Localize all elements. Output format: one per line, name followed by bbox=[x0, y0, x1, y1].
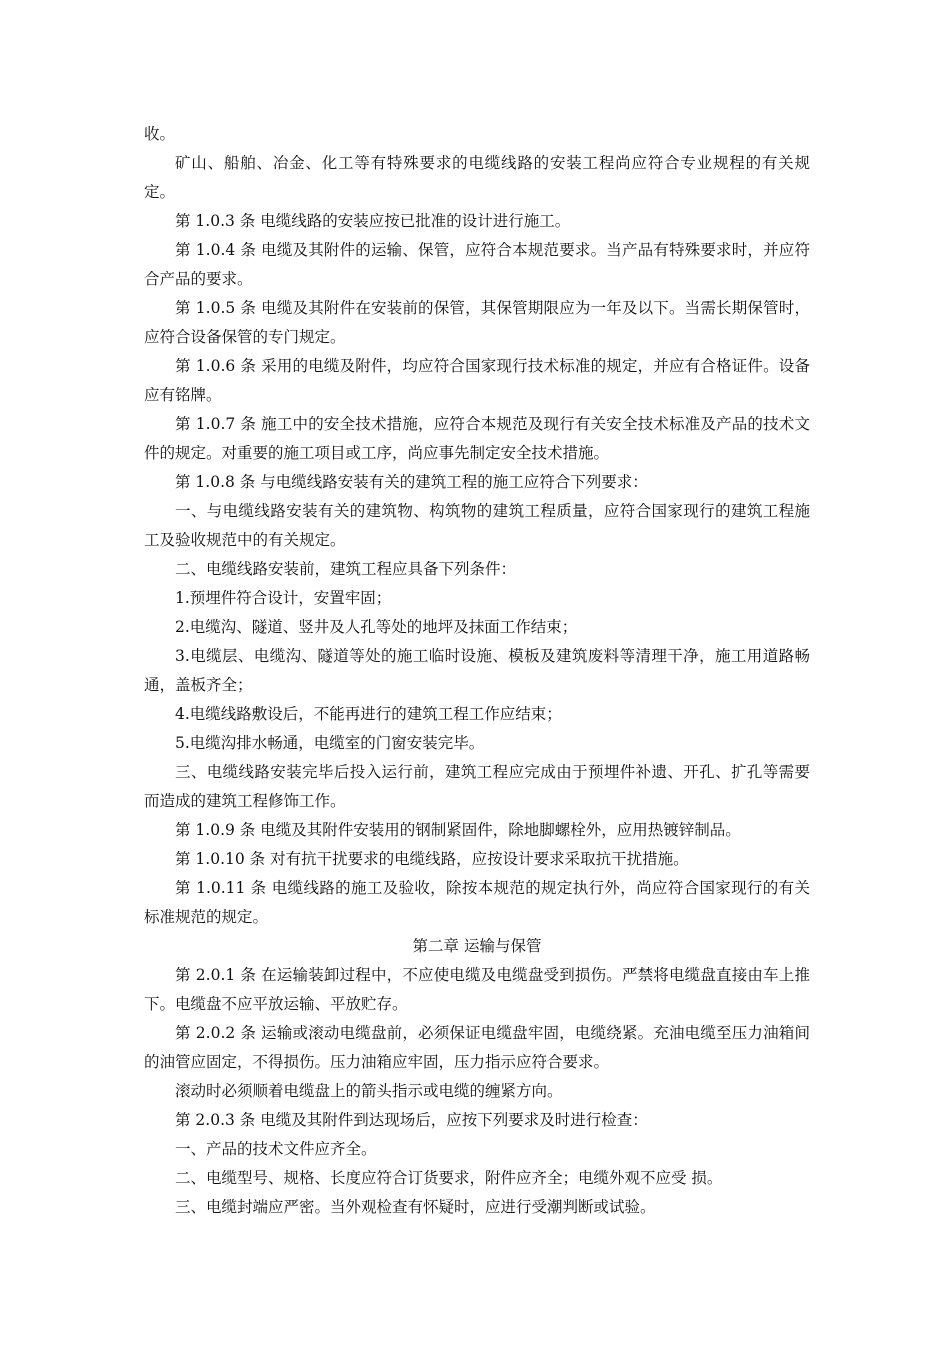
paragraph: 第 1.0.10 条 对有抗干扰要求的电缆线路，应按设计要求采取抗干扰措施。 bbox=[175, 850, 689, 868]
paragraph: 矿山、船舶、冶金、化工等有特殊要求的电缆线路的安装工程尚应符合专业规程的有关规定。 bbox=[144, 154, 810, 201]
paragraph: 第 1.0.11 条 电缆线路的施工及验收，除按本规范的规定执行外，尚应符合国家现行的有关标准规范的规定。 bbox=[144, 879, 810, 926]
paragraph: 一、产品的技术文件应齐全。 bbox=[175, 1140, 377, 1158]
paragraph: 收。 bbox=[144, 125, 176, 143]
paragraph: 5.电缆沟排水畅通，电缆室的门窗安装完毕。 bbox=[175, 734, 485, 752]
paragraph: 1.预埋件符合设计，安置牢固； bbox=[175, 589, 392, 607]
paragraph: 第 1.0.8 条 与电缆线路安装有关的建筑工程的施工应符合下列要求： bbox=[175, 473, 648, 491]
paragraph: 第 2.0.2 条 运输或滚动电缆盘前，必须保证电缆盘牢固，电缆绕紧。充油电缆至压力油箱间的油管应固定，不得损伤。压力油箱应牢固，压力指示应符合要求。 bbox=[144, 1024, 810, 1071]
paragraph: 4.电缆线路敷设后，不能再进行的建筑工程工作应结束； bbox=[175, 705, 562, 723]
chapter-two-section bbox=[144, 961, 810, 1222]
paragraph: 第 1.0.5 条 电缆及其附件在安装前的保管，其保管期限应为一年及以下。当需长期保管时，应符合设备保管的专门规定。 bbox=[144, 299, 810, 346]
paragraph: 滚动时必须顺着电缆盘上的箭头指示或电缆的缠紧方向。 bbox=[175, 1082, 563, 1100]
paragraph: 二、电缆型号、规格、长度应符合订货要求，附件应齐全；电缆外观不应受 损。 bbox=[175, 1169, 723, 1187]
document-body bbox=[144, 120, 810, 1222]
paragraph: 第 2.0.1 条 在运输装卸过程中，不应使电缆及电缆盘受到损伤。严禁将电缆盘直接由车上推下。电缆盘不应平放运输、平放贮存。 bbox=[144, 966, 810, 1013]
paragraph: 第 1.0.3 条 电缆线路的安装应按已批准的设计进行施工。 bbox=[175, 212, 571, 230]
paragraph: 3.电缆层、电缆沟、隧道等处的施工临时设施、模板及建筑废料等清理干净，施工用道路畅通，盖板齐全； bbox=[144, 647, 810, 694]
paragraph: 三、电缆封端应严密。当外观检查有怀疑时，应进行受潮判断或试验。 bbox=[175, 1198, 656, 1216]
paragraph: 三、电缆线路安装完毕后投入运行前，建筑工程应完成由于预埋件补遗、开孔、扩孔等需要而造成的建筑工程修饰工作。 bbox=[144, 763, 810, 810]
chapter-heading: 第二章 运输与保管 bbox=[412, 937, 542, 955]
paragraph: 第 1.0.6 条 采用的电缆及附件，均应符合国家现行技术标准的规定，并应有合格证件。设备应有铭牌。 bbox=[144, 357, 810, 404]
paragraph: 第 1.0.9 条 电缆及其附件安装用的钢制紧固件，除地脚螺栓外，应用热镀锌制品。 bbox=[175, 821, 741, 839]
paragraph: 2.电缆沟、隧道、竖井及人孔等处的地坪及抹面工作结束； bbox=[175, 618, 578, 636]
paragraph: 第 1.0.4 条 电缆及其附件的运输、保管，应符合本规范要求。当产品有特殊要求时，并应符合产品的要求。 bbox=[144, 241, 810, 288]
chapter-one-section bbox=[144, 120, 810, 932]
paragraph: 第 1.0.7 条 施工中的安全技术措施，应符合本规范及现行有关安全技术标准及产品的技术文件的规定。对重要的施工项目或工序，尚应事先制定安全技术措施。 bbox=[144, 415, 810, 462]
paragraph: 第 2.0.3 条 电缆及其附件到达现场后，应按下列要求及时进行检查： bbox=[175, 1111, 648, 1129]
paragraph: 一、与电缆线路安装有关的建筑物、构筑物的建筑工程质量，应符合国家现行的建筑工程施工及验收规范中的有关规定。 bbox=[144, 502, 810, 549]
paragraph: 二、电缆线路安装前，建筑工程应具备下列条件： bbox=[175, 560, 517, 578]
